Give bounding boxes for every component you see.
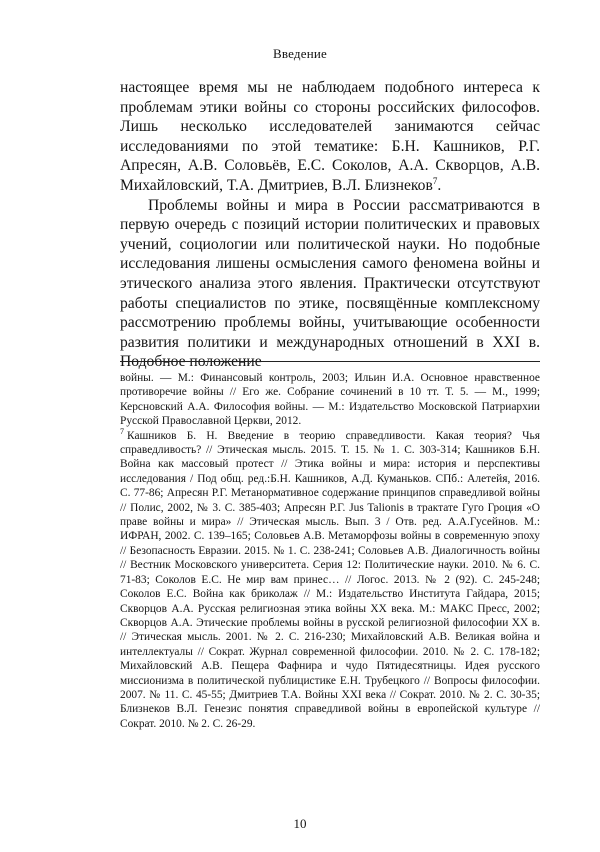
page-number: 10 (293, 816, 307, 831)
footnotes-section (120, 371, 540, 731)
body-paragraph-1-text: настоящее время мы не наблюдаем подобного интереса к проблемам этики войны со стороны российских философов. Лишь несколько исследователей занимаются сейчас исследованиями по этой тематике: Б.Н. Кашников, Р.Г. Апресян, А.В. Соловьёв, Е.С. Соколов, А.А. Скворцов, А.В. Михайловский, Т.А. Дмитриев, В.Л. Близнеков (120, 79, 540, 194)
footnote-divider (120, 361, 540, 362)
main-text (120, 78, 540, 372)
footnote-7 (120, 426, 540, 732)
footnote-7-number: 7 (120, 426, 124, 436)
body-paragraph-2: Проблемы войны и мира в России рассматриваются в первую очередь с позиций истории политических и правовых учений, социологии или политической науки. Но подобные исследования лишены осмысления самого феномена войны и этического анализа этого явления. Практически отсутствуют работы специалистов по этике, посвящённые комплексному рассмотрению проблемы войны, учитывающие особенности развития политики и международных отношений в XXI в. Подобное положение (120, 196, 540, 371)
body-paragraph-1: настоящее время мы не наблюдаем подобного интереса к проблемам этики войны со стороны российских философов. Лишь несколько исследователей занимаются сейчас исследованиями по этой тематике: Б.Н. Кашников, Р.Г. Апресян, А.В. Соловьёв, Е.С. Соколов, А.А. Скворцов, А.В. Михайловский, Т.А. Дмитриев, В.Л. Близнеков$^7$. (120, 79, 540, 194)
footnote-continuation: войны. — М.: Финансовый контроль, 2003; Ильин И.А. Основное нравственное противоречие войны // Его же. Собрание сочинений в 10 тт. Т. 5. — М., 1999; Керсновский А.А. Философия войны. — М.: Издательство Московской Патриархии Русской Православной Церкви, 2012. (120, 372, 540, 428)
footnote-reference-7[interactable]: 7 (432, 175, 438, 186)
footnote-7-text: Кашников Б. Н. Введение в теорию справедливости. Какая теория? Чья справедливость? // Этическая мысль. 2015. Т. 15. № 1. С. 303-314; Кашников Б.Н. Война как массовый протест // Этика войны и мира: история и перспективы исследования / Под общ. ред.:Б.Н. Кашников, А.Д. Куманьков. СПб.: Алетейя, 2016. С. 77-86; Апресян Р.Г. Метанормативное содержание принципов справедливой войны // Полис, 2002, № 3. С. 385-403; Апресян Р.Г. Jus Talionis в трактате Гуго Гроция «О праве войны и мира» // Этическая мысль. Вып. 3 / Отв. ред. А.А.Гусейнов. М.: ИФРАН, 2002. С. 139–165; Соловьев А.В. Метаморфозы войны в современную эпоху // Безопасность Евразии. 2015. № 1. С. 238-241; Соловьев А.В. Диалогичность войны // Вестник Московского университета. Серия 12: Политические науки. 2010. № 6. С. 71-83; Соколов Е.С. Не мир вам принес… // Логос. 2013. № 2 (92). С. 245-248; Соколов Е.С. Война как бриколаж // М.: Издательство Института Гайдара, 2015; Скворцов А.А. Русская религиозная этика войны XX века. М.: МАКС Пресс, 2002; Скворцов А.А. Этические проблемы войны в русской религиозной философии XX в. // Этическая мысль. 2001. № 2. С. 216-230; Михайловский А.В. Великая война и интеллектуалы // Сократ. Журнал современной философии. 2010. № 2. С. 178-182; Михайловский А.В. Пещера Фафнира и чудо Пятидесятницы. Идея русского миссионизма в политической публицистике Е.Н. Трубецкого // Вопросы философии. 2007. № 11. С. 45-55; Дмитриев Т.А. Войны XXI века // Сократ. 2010. № 2. С. 30-35; Близнеков В.Л. Генезис понятия справедливой войны в европейской культуре // Сократ. 2010. № 2. С. 26-29. (120, 429, 540, 730)
running-header: Введение (273, 46, 327, 61)
